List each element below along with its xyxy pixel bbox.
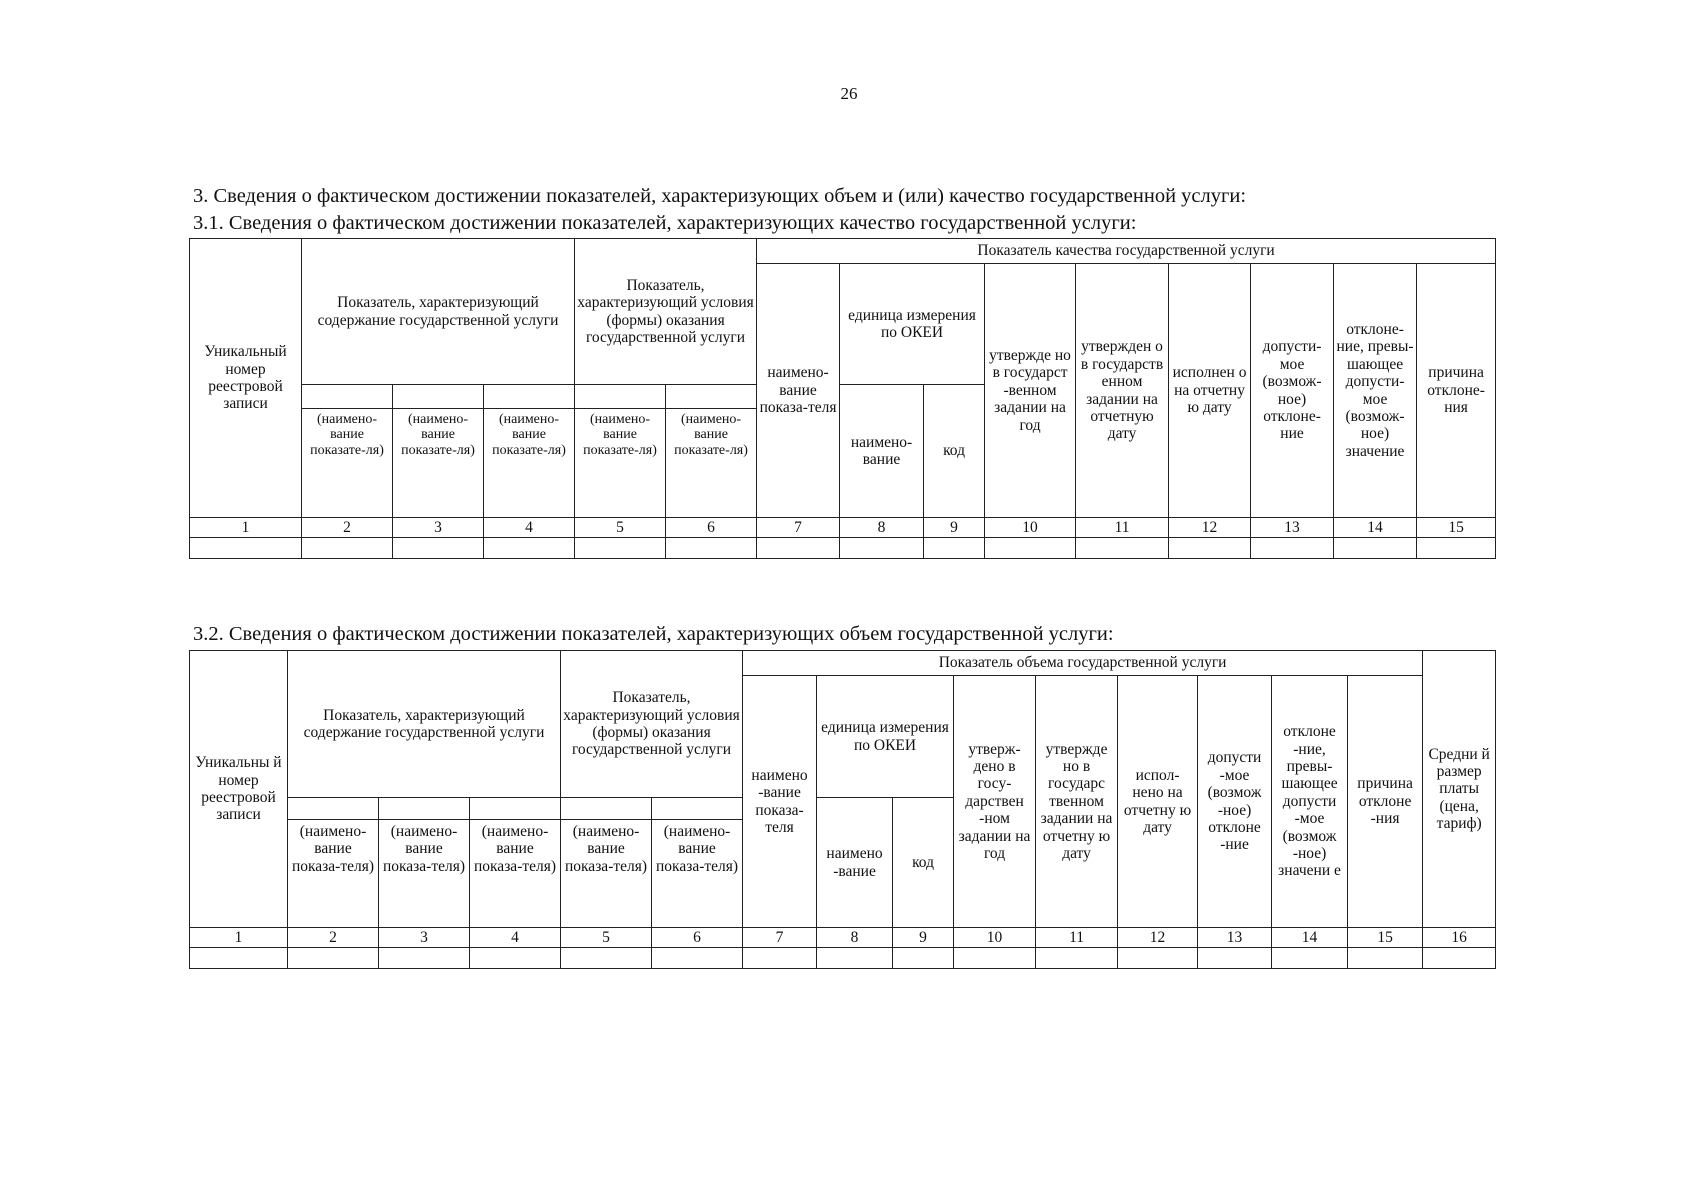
data-cell[interactable] <box>1169 538 1251 559</box>
column-number: 8 <box>840 518 924 538</box>
blank-cell <box>652 798 743 820</box>
header-indicator-name: наимено -вание показа-теля <box>743 676 817 928</box>
column-number: 6 <box>652 928 743 948</box>
data-cell[interactable] <box>379 948 470 969</box>
page-number: 26 <box>840 84 858 103</box>
column-number: 8 <box>817 928 893 948</box>
header-sub-name: (наимено-вание показа-теля) <box>288 820 379 928</box>
column-number: 7 <box>757 518 840 538</box>
column-number: 5 <box>575 518 666 538</box>
blank-cell <box>302 385 393 409</box>
data-cell[interactable] <box>757 538 840 559</box>
column-number: 1 <box>190 928 288 948</box>
header-unit-code: код <box>924 385 985 518</box>
section-3-2-title: 3.2. Сведения о фактическом достижении показателей, характеризующих объем государственной услуги: <box>193 623 1114 645</box>
data-cell[interactable] <box>190 538 302 559</box>
header-sub-name: (наимено-вание показате-ля) <box>575 409 666 518</box>
quality-indicators-table <box>189 238 1496 559</box>
data-cell[interactable] <box>1334 538 1417 559</box>
column-number: 14 <box>1272 928 1348 948</box>
blank-cell <box>470 798 561 820</box>
data-cell[interactable] <box>1348 948 1423 969</box>
blank-cell <box>666 385 757 409</box>
column-number: 2 <box>302 518 393 538</box>
data-cell[interactable] <box>1036 948 1118 969</box>
column-number: 3 <box>379 928 470 948</box>
header-indicator-name: наимено-вание показа-теля <box>757 264 840 518</box>
header-content-indicator: Показатель, характеризующий содержание государственной услуги <box>302 239 575 385</box>
header-content-indicator: Показатель, характеризующий содержание государственной услуги <box>288 651 561 798</box>
column-number: 13 <box>1251 518 1334 538</box>
column-number: 4 <box>470 928 561 948</box>
header-approved-year: утверж-дено в госу-дарствен -ном задании на год <box>954 676 1036 928</box>
data-cell[interactable] <box>470 948 561 969</box>
header-allowed-deviation: допусти -мое (возмож -ное) отклоне -ние <box>1198 676 1272 928</box>
header-sub-name: (наимено-вание показа-теля) <box>652 820 743 928</box>
data-cell[interactable] <box>817 948 893 969</box>
blank-cell <box>379 798 470 820</box>
header-unit-code: код <box>893 798 954 928</box>
header-approved-date: утвержде но в государс твенном задании на отчетну ю дату <box>1036 676 1118 928</box>
header-conditions-indicator: Показатель, характеризующий условия (формы) оказания государственной услуги <box>561 651 743 798</box>
header-sub-name: (наимено-вание показате-ля) <box>302 409 393 518</box>
column-number: 9 <box>893 928 954 948</box>
column-number: 15 <box>1417 518 1496 538</box>
data-cell[interactable] <box>924 538 985 559</box>
column-number: 12 <box>1169 518 1251 538</box>
column-number: 12 <box>1118 928 1198 948</box>
column-number: 5 <box>561 928 652 948</box>
data-cell[interactable] <box>302 538 393 559</box>
header-unit-okei: единица измерения по ОКЕИ <box>817 676 954 798</box>
column-number: 2 <box>288 928 379 948</box>
header-average-price: Средни й размер платы (цена, тариф) <box>1423 651 1496 928</box>
data-cell[interactable] <box>1417 538 1496 559</box>
blank-cell <box>393 385 484 409</box>
column-number: 14 <box>1334 518 1417 538</box>
header-unit-okei: единица измерения по ОКЕИ <box>840 264 985 385</box>
data-cell[interactable] <box>893 948 954 969</box>
header-unit-name: наимено-вание <box>840 385 924 518</box>
data-cell[interactable] <box>985 538 1076 559</box>
column-number: 10 <box>954 928 1036 948</box>
header-excess-deviation: отклоне -ние, превы-шающее допусти -мое (возмож -ное) значени е <box>1272 676 1348 928</box>
data-cell[interactable] <box>1272 948 1348 969</box>
data-cell[interactable] <box>1251 538 1334 559</box>
data-cell[interactable] <box>1423 948 1496 969</box>
header-approved-date: утвержден о в государств енном задании на отчетную дату <box>1076 264 1169 518</box>
blank-cell <box>561 798 652 820</box>
header-deviation-reason: причина отклоне -ния <box>1348 676 1423 928</box>
data-cell[interactable] <box>575 538 666 559</box>
data-cell[interactable] <box>561 948 652 969</box>
column-number: 7 <box>743 928 817 948</box>
column-number: 3 <box>393 518 484 538</box>
header-unit-name: наимено -вание <box>817 798 893 928</box>
data-cell[interactable] <box>1198 948 1272 969</box>
header-registry-number: Уникальный номер реестровой записи <box>190 239 302 518</box>
header-registry-number: Уникальны й номер реестровой записи <box>190 651 288 928</box>
header-allowed-deviation: допусти-мое (возмож-ное) отклоне-ние <box>1251 264 1334 518</box>
header-excess-deviation: отклоне-ние, превы-шающее допусти-мое (возмож-ное) значение <box>1334 264 1417 518</box>
header-executed: исполнен о на отчетну ю дату <box>1169 264 1251 518</box>
data-cell[interactable] <box>666 538 757 559</box>
data-cell[interactable] <box>484 538 575 559</box>
column-number: 15 <box>1348 928 1423 948</box>
column-number: 11 <box>1036 928 1118 948</box>
blank-cell <box>288 798 379 820</box>
data-cell[interactable] <box>288 948 379 969</box>
section-3-title: 3. Сведения о фактическом достижении показателей, характеризующих объем и (или) качество государственной услуги: <box>193 185 1247 207</box>
header-volume-indicator: Показатель объема государственной услуги <box>743 651 1423 676</box>
header-approved-year: утвержде но в государст -венном задании на год <box>985 264 1076 518</box>
table-row <box>190 948 1496 969</box>
header-sub-name: (наимено-вание показате-ля) <box>484 409 575 518</box>
header-executed: испол-нено на отчетну ю дату <box>1118 676 1198 928</box>
header-sub-name: (наимено-вание показа-теля) <box>379 820 470 928</box>
header-sub-name: (наимено-вание показа-теля) <box>561 820 652 928</box>
volume-indicators-table <box>189 650 1496 969</box>
data-cell[interactable] <box>652 948 743 969</box>
column-number: 16 <box>1423 928 1496 948</box>
table-row <box>190 538 1496 559</box>
header-quality-indicator: Показатель качества государственной услуги <box>757 239 1496 264</box>
data-cell[interactable] <box>1118 948 1198 969</box>
column-number: 9 <box>924 518 985 538</box>
header-sub-name: (наимено-вание показа-теля) <box>470 820 561 928</box>
column-number: 10 <box>985 518 1076 538</box>
header-sub-name: (наимено-вание показате-ля) <box>393 409 484 518</box>
column-number: 1 <box>190 518 302 538</box>
data-cell[interactable] <box>190 948 288 969</box>
column-number: 6 <box>666 518 757 538</box>
data-cell[interactable] <box>393 538 484 559</box>
blank-cell <box>484 385 575 409</box>
column-number: 4 <box>484 518 575 538</box>
blank-cell <box>575 385 666 409</box>
data-cell[interactable] <box>1076 538 1169 559</box>
header-conditions-indicator: Показатель, характеризующий условия (формы) оказания государственной услуги <box>575 239 757 385</box>
data-cell[interactable] <box>743 948 817 969</box>
header-deviation-reason: причина отклоне-ния <box>1417 264 1496 518</box>
header-sub-name: (наимено-вание показате-ля) <box>666 409 757 518</box>
column-number: 11 <box>1076 518 1169 538</box>
data-cell[interactable] <box>840 538 924 559</box>
section-3-1-title: 3.1. Сведения о фактическом достижении показателей, характеризующих качество государственной услуги: <box>193 212 1137 234</box>
column-number: 13 <box>1198 928 1272 948</box>
data-cell[interactable] <box>954 948 1036 969</box>
